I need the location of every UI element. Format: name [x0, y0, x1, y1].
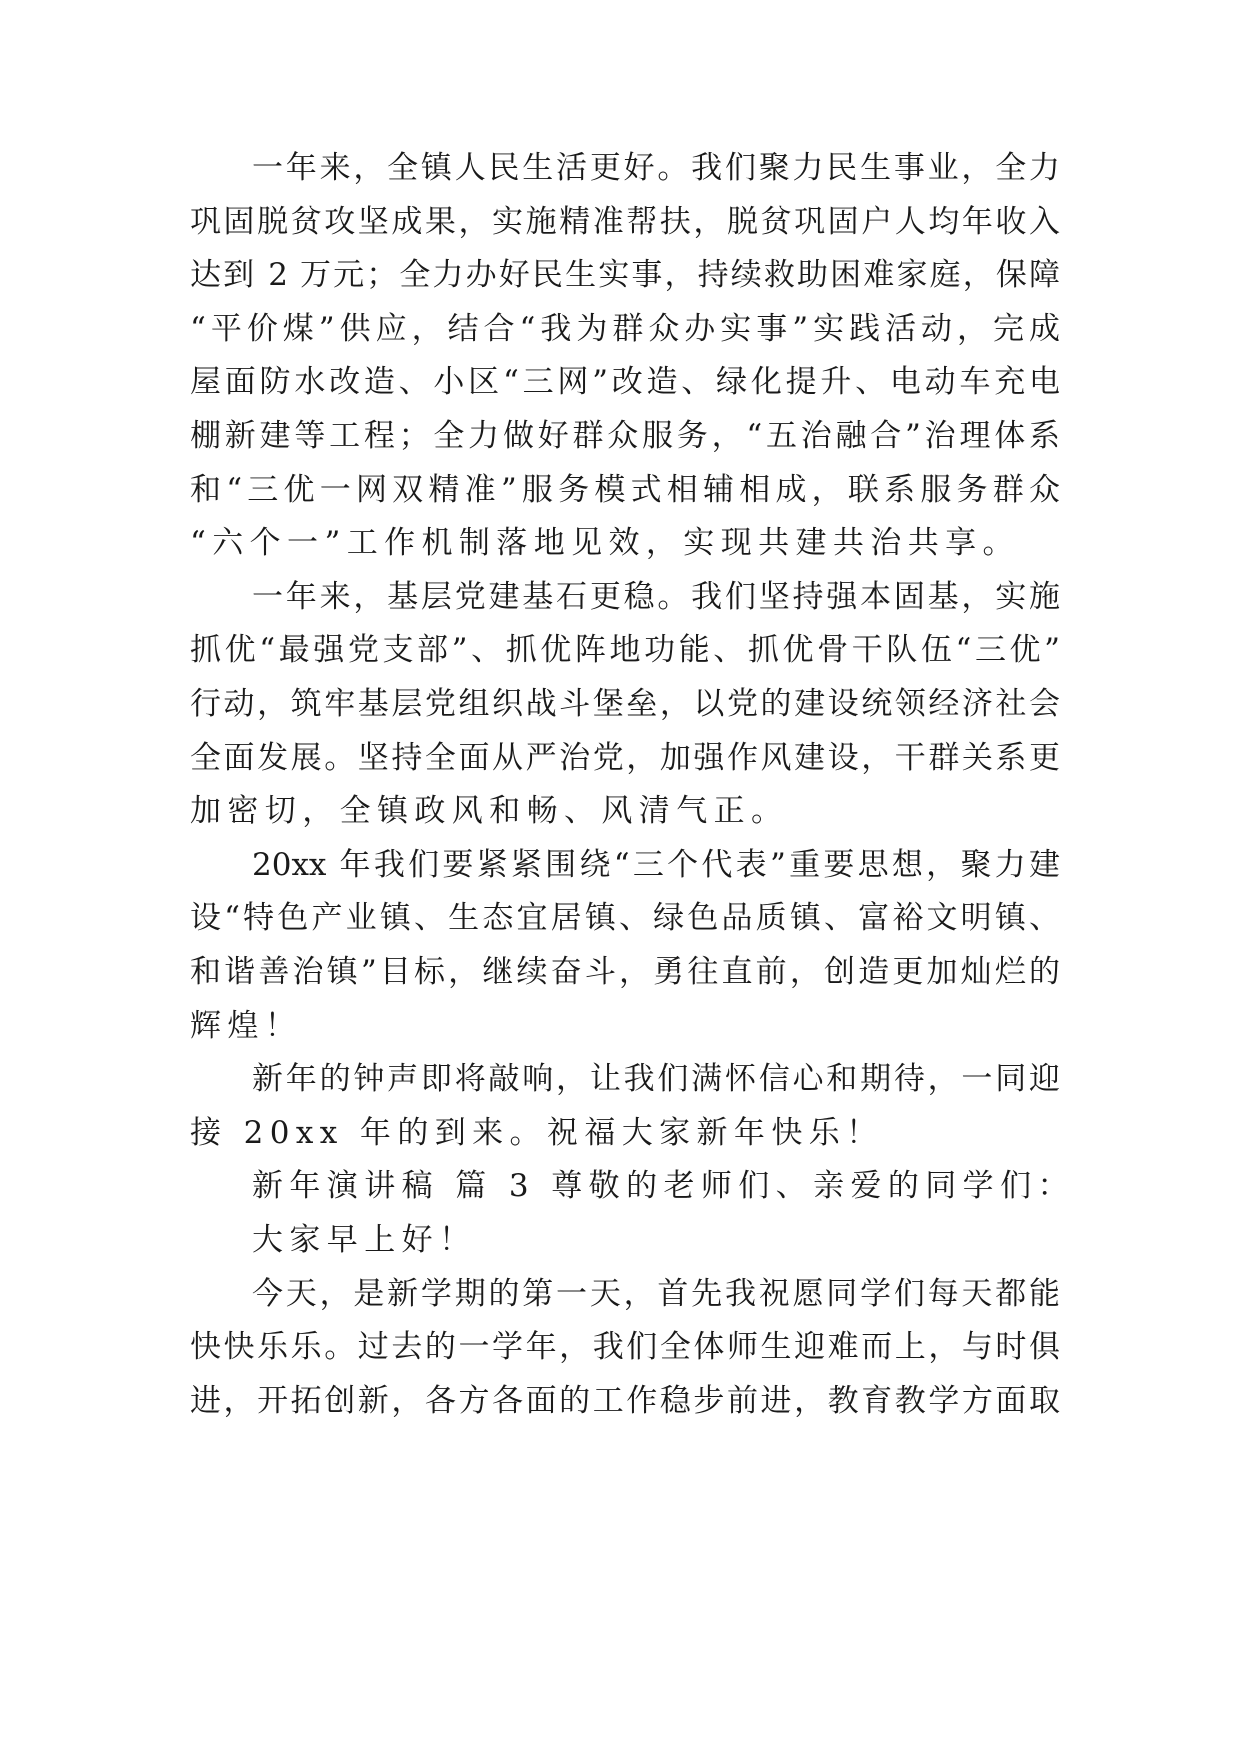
text-line: 新年演讲稿 篇 3 尊敬的老师们、亲爱的同学们：: [252, 1168, 1075, 1205]
text-line: 快快乐乐。过去的一学年，我们全体师生迎难而上，与时俱: [190, 1329, 1060, 1366]
text-line: 加密切，全镇政风和畅、风清气正。: [190, 793, 789, 830]
text-line: “六个一”工作机制落地见效，实现共建共治共享。: [190, 525, 1020, 562]
text-line: 屋面防水改造、小区“三网”改造、绿化提升、电动车充电: [190, 364, 1060, 401]
text-line: 接 20xx 年的到来。祝福大家新年快乐！: [190, 1114, 884, 1151]
text-line: 今天，是新学期的第一天，首先我祝愿同学们每天都能: [252, 1275, 1060, 1312]
text-line: 20xx 年我们要紧紧围绕“三个代表”重要思想，聚力建: [252, 846, 1060, 883]
text-line: 全面发展。坚持全面从严治党，加强作风建设，干群关系更: [190, 739, 1060, 776]
text-line: 和“三优一网双精准”服务模式相辅相成，联系服务群众: [190, 471, 1060, 508]
text-line: 巩固脱贫攻坚成果，实施精准帮扶，脱贫巩固户人均年收入: [190, 203, 1060, 240]
text-line: 达到 2 万元；全力办好民生实事，持续救助困难家庭，保障: [190, 257, 1060, 294]
text-line: “平价煤”供应，结合“我为群众办实事”实践活动，完成: [190, 310, 1060, 347]
text-line: 新年的钟声即将敲响，让我们满怀信心和期待，一同迎: [252, 1061, 1060, 1098]
text-line: 棚新建等工程；全力做好群众服务，“五治融合”治理体系: [190, 418, 1060, 454]
text-line: 抓优“最强党支部”、抓优阵地功能、抓优骨干队伍“三优”: [190, 632, 1060, 669]
text-line: 辉煌！: [190, 1007, 303, 1044]
text-line: 一年来，基层党建基石更稳。我们坚持强本固基，实施: [252, 578, 1060, 615]
text-line: 大家早上好！: [252, 1222, 477, 1258]
text-line: 一年来，全镇人民生活更好。我们聚力民生事业，全力: [252, 150, 1060, 186]
text-line: 和谐善治镇”目标，继续奋斗，勇往直前，创造更加灿烂的: [190, 954, 1060, 990]
text-line: 进，开拓创新，各方各面的工作稳步前进，教育教学方面取: [190, 1382, 1060, 1419]
text-line: 行动，筑牢基层党组织战斗堡垒，以党的建设统领经济社会: [190, 686, 1060, 722]
text-line: 设“特色产业镇、生态宜居镇、绿色品质镇、富裕文明镇、: [190, 900, 1060, 937]
